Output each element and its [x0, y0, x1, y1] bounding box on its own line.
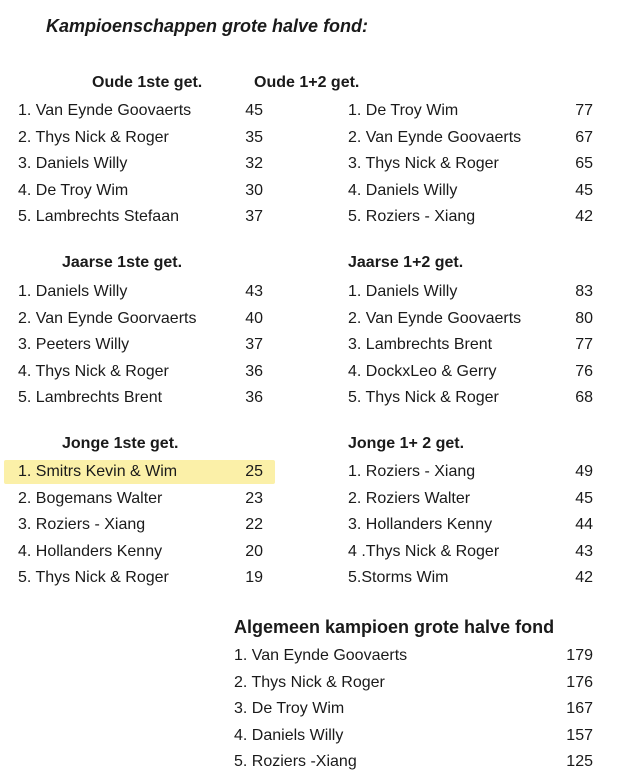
section-title-algemeen: Algemeen kampioen grote halve fond: [234, 617, 555, 637]
ranking-row: [348, 541, 593, 563]
ranking-row: [234, 698, 593, 720]
ranking-name: 2. Bogemans Walter: [18, 489, 163, 507]
ranking-row: [18, 281, 263, 303]
ranking-score: 35: [245, 128, 263, 146]
ranking-name: 4 .Thys Nick & Roger: [348, 542, 500, 560]
ranking-name: 1. De Troy Wim: [348, 102, 459, 119]
ranking-score: 43: [575, 542, 593, 560]
ranking-name: 1. Van Eynde Goovaerts: [18, 102, 192, 119]
ranking-name: 2. Van Eynde Goorvaerts: [18, 309, 197, 327]
ranking-score: 42: [575, 208, 593, 226]
ranking-row: [18, 514, 263, 536]
ranking-row: [348, 461, 593, 483]
ranking-row: [18, 100, 263, 122]
ranking-row: [18, 308, 263, 330]
ranking-name: 5. Thys Nick & Roger: [348, 389, 499, 407]
ranking-name: 1. Van Eynde Goovaerts: [234, 647, 408, 664]
ranking-name: 2. Roziers Walter: [348, 489, 471, 507]
section-title-jaarse12: Jaarse 1+2 get.: [348, 254, 464, 271]
ranking-score: 37: [245, 336, 263, 354]
ranking-row: [18, 206, 263, 228]
ranking-row: [348, 100, 593, 122]
ranking-name: 1. Smitrs Kevin & Wim: [18, 463, 178, 480]
ranking-name: 5. Lambrechts Brent: [18, 389, 163, 407]
ranking-name: 4. Daniels Willy: [348, 181, 458, 199]
ranking-score: 167: [566, 700, 593, 718]
ranking-row: [18, 334, 263, 356]
ranking-row: [18, 361, 263, 383]
ranking-row: [18, 387, 263, 409]
ranking-score: 68: [575, 389, 593, 407]
ranking-score: 67: [575, 128, 593, 146]
ranking-name: 3. Daniels Willy: [18, 155, 128, 173]
ranking-name: 2. Thys Nick & Roger: [234, 673, 385, 691]
ranking-name: 3. Thys Nick & Roger: [348, 155, 499, 173]
ranking-score: 80: [575, 309, 593, 327]
ranking-score: 30: [245, 181, 263, 199]
ranking-score: 44: [575, 516, 593, 534]
ranking-row: [18, 127, 263, 149]
ranking-score: 20: [245, 542, 263, 560]
ranking-row: [348, 127, 593, 149]
section-title-jonge12: Jonge 1+ 2 get.: [348, 435, 465, 452]
ranking-name: 1. Roziers - Xiang: [348, 463, 476, 480]
ranking-row: [18, 461, 263, 483]
ranking-row: [234, 672, 593, 694]
ranking-score: 157: [566, 726, 593, 744]
ranking-score: 179: [566, 647, 593, 664]
ranking-name: 4. DockxLeo & Gerry: [348, 362, 497, 380]
ranking-score: 76: [575, 362, 593, 380]
ranking-name: 3. Lambrechts Brent: [348, 336, 493, 354]
ranking-score: 45: [575, 181, 593, 199]
ranking-row: [348, 488, 593, 510]
ranking-name: 5. Lambrechts Stefaan: [18, 208, 179, 226]
ranking-name: 3. De Troy Wim: [234, 700, 345, 718]
ranking-name: 1. Daniels Willy: [348, 283, 458, 300]
ranking-score: 45: [245, 102, 263, 119]
ranking-name: 3. Roziers - Xiang: [18, 516, 146, 534]
ranking-score: 32: [245, 155, 263, 173]
ranking-row: [348, 180, 593, 202]
ranking-row: [18, 567, 263, 589]
section-title-oude12: Oude 1+2 get.: [254, 74, 360, 91]
ranking-row: [18, 541, 263, 563]
ranking-row: [348, 308, 593, 330]
ranking-row: [234, 751, 593, 773]
ranking-name: 4. De Troy Wim: [18, 181, 129, 199]
ranking-score: 77: [575, 336, 593, 354]
section-title-jonge1: Jonge 1ste get.: [62, 435, 179, 452]
ranking-row: [348, 514, 593, 536]
ranking-row: [18, 153, 263, 175]
page-title: Kampioenschappen grote halve fond:: [46, 16, 369, 36]
ranking-row: [348, 567, 593, 589]
ranking-score: 176: [566, 673, 593, 691]
ranking-row: [234, 645, 593, 667]
ranking-score: 36: [245, 389, 263, 407]
ranking-name: 3. Peeters Willy: [18, 336, 130, 354]
ranking-row: [348, 153, 593, 175]
ranking-score: 43: [245, 283, 263, 300]
ranking-name: 4. Hollanders Kenny: [18, 542, 163, 560]
ranking-score: 37: [245, 208, 263, 226]
ranking-name: 2. Van Eynde Goovaerts: [348, 309, 522, 327]
ranking-name: 2. Van Eynde Goovaerts: [348, 128, 522, 146]
ranking-score: 22: [245, 516, 263, 534]
ranking-name: 5. Roziers -Xiang: [234, 753, 357, 771]
ranking-row: [348, 281, 593, 303]
ranking-row: [348, 206, 593, 228]
ranking-score: 19: [245, 569, 263, 587]
ranking-score: 23: [245, 489, 263, 507]
ranking-name: 3. Hollanders Kenny: [348, 516, 493, 534]
ranking-name: 4. Daniels Willy: [234, 726, 344, 744]
ranking-score: 65: [575, 155, 593, 173]
ranking-name: 1. Daniels Willy: [18, 283, 128, 300]
ranking-row: [348, 387, 593, 409]
ranking-score: 125: [566, 753, 593, 771]
ranking-name: 5. Roziers - Xiang: [348, 208, 476, 226]
ranking-row: [18, 180, 263, 202]
ranking-score: 49: [575, 463, 593, 480]
ranking-score: 36: [245, 362, 263, 380]
ranking-score: 25: [245, 463, 263, 480]
ranking-row: [234, 725, 593, 747]
ranking-name: 2. Thys Nick & Roger: [18, 128, 169, 146]
section-title-oude1: Oude 1ste get.: [92, 74, 203, 91]
ranking-row: [18, 488, 263, 510]
ranking-name: 5. Thys Nick & Roger: [18, 569, 169, 587]
ranking-score: 42: [575, 569, 593, 587]
ranking-name: 4. Thys Nick & Roger: [18, 362, 169, 380]
section-title-jaarse1: Jaarse 1ste get.: [62, 254, 183, 271]
ranking-row: [348, 334, 593, 356]
ranking-score: 83: [575, 283, 593, 300]
ranking-score: 45: [575, 489, 593, 507]
ranking-score: 77: [575, 102, 593, 119]
ranking-name: 5.Storms Wim: [348, 569, 449, 587]
ranking-row: [348, 361, 593, 383]
ranking-score: 40: [245, 309, 263, 327]
